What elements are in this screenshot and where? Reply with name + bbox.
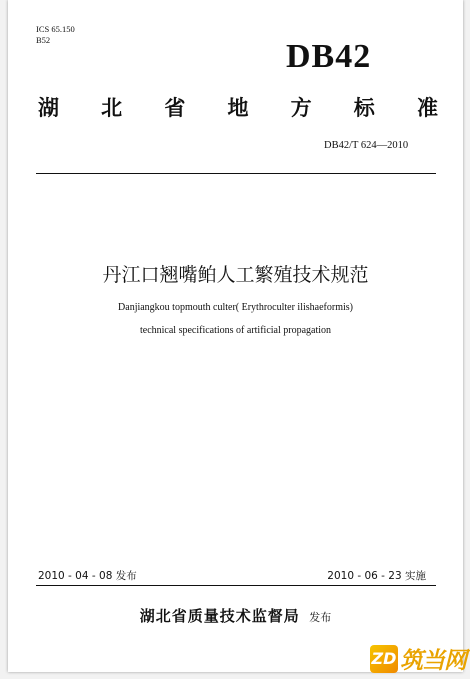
title-english-line1: Danjiangkou topmouth culter( Erythroculter ilishaeformis): [118, 302, 353, 313]
standard-name-char: 地: [227, 96, 249, 120]
document-page: [8, 0, 463, 672]
issue-date: 2010 - 04 - 08 发布: [38, 570, 137, 582]
implementation-date: 2010 - 06 - 23 实施: [327, 570, 426, 582]
watermark: [370, 642, 466, 675]
issuer-name: 湖北省质量技术监督局: [139, 607, 300, 625]
ics-code: ICS 65.150: [36, 24, 75, 34]
standard-name-char: 标: [353, 96, 375, 120]
standard-name-char: 方: [290, 96, 312, 120]
class-code: B52: [36, 35, 51, 45]
watermark-text: 筑当网: [400, 648, 466, 674]
title-english-line2: technical specifications of artificial propagation: [139, 325, 332, 336]
issuer-line: [8, 605, 463, 626]
watermark-logo-icon: ZD: [370, 645, 398, 673]
standard-name-char: 省: [164, 96, 186, 120]
issuer-action: 发布: [309, 611, 332, 624]
classification-block: [36, 24, 75, 46]
standard-name-char: 准: [416, 96, 438, 120]
title-chinese: 丹江口翘嘴鲌人工繁殖技术规范: [102, 264, 369, 286]
db-code: DB42: [286, 38, 372, 75]
top-divider: [36, 173, 436, 174]
bottom-divider: [36, 585, 436, 586]
standard-name-char: 湖: [38, 96, 59, 120]
standard-name-char: 北: [101, 96, 123, 120]
standard-type-name: [38, 92, 438, 122]
standard-number: DB42/T 624—2010: [324, 140, 409, 151]
